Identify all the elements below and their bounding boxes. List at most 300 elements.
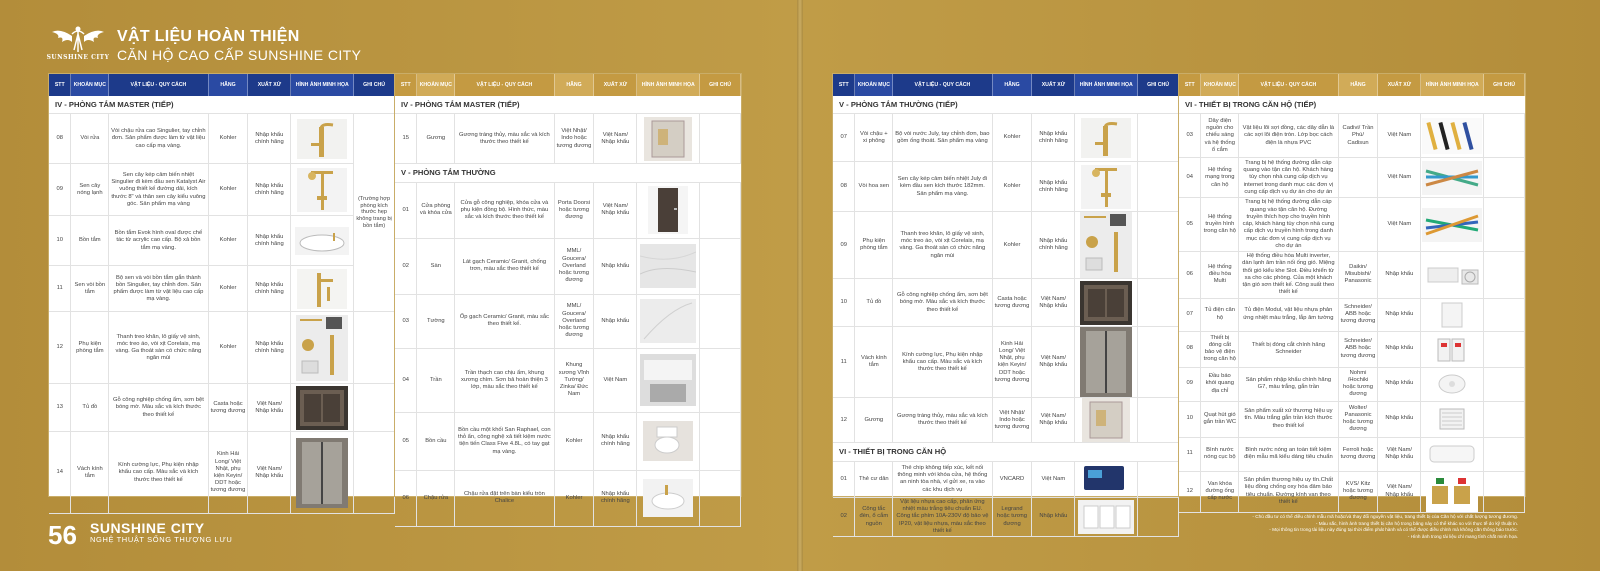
row-item: Gương — [855, 398, 893, 443]
row-image — [291, 384, 354, 432]
header-xuat-xu: XUẤT XỨ — [594, 74, 637, 96]
desc-text: Trang bị hệ thống đường dẫn cáp quang vào tận căn hộ. Khách hàng tùy chọn nhà cung cấp dịch vụ internet trong danh mục các đơn vị cung cấp dịch vụ dự án cho dự án — [1243, 159, 1334, 195]
row-note — [1484, 298, 1525, 331]
row-stt: 05 — [395, 412, 417, 470]
page-fold — [797, 0, 803, 571]
resident-card-image — [1075, 462, 1137, 496]
row-item: Hệ thống điều hòa Multi — [1201, 252, 1239, 298]
table-panel-2 — [394, 73, 742, 505]
row-image — [1421, 367, 1484, 401]
gold-faucet-image — [291, 119, 353, 159]
bathtub-image — [291, 227, 353, 255]
header-vat-lieu: VẬT LIỆU - QUY CÁCH — [109, 74, 208, 96]
header-hinh-anh: HÌNH ẢNH MINH HỌA — [637, 74, 700, 96]
row-desc — [893, 114, 992, 162]
header-hinh-anh: HÌNH ẢNH MINH HỌA — [1421, 74, 1484, 96]
row-image — [291, 432, 354, 514]
row-note — [354, 384, 395, 432]
row-brand: Casta hoặc tương đương — [992, 279, 1032, 327]
desc-text: Bộ sen và vòi bồn tắm gắn thành bồn Singulier, tay chỉnh đơn. Sản phẩm được làm từ — [113, 274, 202, 295]
row-origin: Việt Nam — [594, 348, 637, 412]
row-stt: 06 — [395, 470, 417, 526]
row-desc — [109, 432, 208, 514]
desc-text: Sen cây kép cảm biến nhiệt Singulier đi kèm đầu sen Katalyst Air vuông thiết kế đường dải, kích thước 8" và thân sen cây kiểu vuông góc. — [111, 171, 206, 207]
exhaust-fan-image — [1421, 403, 1483, 435]
table-row — [49, 312, 395, 384]
row-item: Vách kính tắm — [855, 327, 893, 398]
row-note — [700, 114, 741, 164]
row-origin: Nhập khẩu chính hãng — [248, 164, 291, 216]
footer-tagline: NGHỆ THUẬT SỐNG THƯỢNG LƯU — [90, 535, 233, 544]
desc-text: Trang bị hệ thống đường dẫn cáp quang vào tận căn hộ. Đường truyền thích hợp cho truyền hình cáp, khách hàng tùy chọn nhà cung cấp dịch vụ truyền hình trong danh mục các đơn vị cung cấp dịch vụ cho dự án — [1242, 199, 1335, 249]
table-row — [833, 114, 1179, 162]
row-desc — [109, 164, 208, 216]
row-desc — [1239, 198, 1338, 252]
desc-text: Vật liệu lõi sợi đồng, các dây dẫn là các sợi lõi điện tròn. Lớp bọc cách điện là nhựa PVC — [1242, 125, 1335, 146]
wooden-door-image — [637, 186, 699, 234]
row-brand: Cadivi/ Trần Phú/ Cadisun — [1338, 114, 1378, 158]
row-brand: Porta Doorsi hoặc tương đương — [554, 182, 594, 238]
row-origin: Việt Nam — [1378, 114, 1421, 158]
table-row — [833, 327, 1179, 398]
wall-switch-image — [1075, 500, 1137, 534]
row-origin: Nhập khẩu — [1378, 252, 1421, 298]
row-image — [291, 266, 354, 312]
row-origin: Việt Nam/ Nhập khẩu — [248, 432, 291, 514]
table-row — [49, 164, 395, 216]
section-row — [49, 96, 395, 114]
row-item: Van khóa đường ống cấp nước — [1201, 471, 1239, 512]
materials-table-3 — [833, 74, 1179, 537]
table-header-row — [49, 74, 395, 96]
row-stt: 11 — [833, 327, 855, 398]
table-row — [833, 162, 1179, 212]
brass-valve-image — [1421, 472, 1483, 512]
row-brand: Kohler — [208, 266, 248, 312]
row-item: Phụ kiện phòng tắm — [855, 212, 893, 279]
header-xuat-xu: XUẤT XỨ — [248, 74, 291, 96]
row-item: Vòi hoa sen — [855, 162, 893, 212]
table-row — [49, 114, 395, 164]
row-note — [1138, 398, 1179, 443]
row-item: Bồn tắm — [71, 216, 109, 266]
desc-text: Tủ điện Modul, vật liệu nhựa phản ứng nhiệt màu trắng, lắp âm tường — [1243, 307, 1334, 321]
table-row — [1179, 298, 1525, 331]
section-row — [395, 96, 741, 114]
row-brand: Kinh Hải Long/ Việt Nhật, phụ kiện Keyin/ DDT hoặc tương đương — [992, 327, 1032, 398]
row-stt: 14 — [49, 432, 71, 514]
desc-text-2: . Ga thoát sàn có chức năng ngăn mùi — [912, 245, 986, 259]
row-origin: Nhập khẩu chính hãng — [248, 114, 291, 164]
electric-cable-image — [1421, 118, 1483, 154]
row-note — [1484, 437, 1525, 471]
row-origin: Việt Nam/ Nhập khẩu — [594, 182, 637, 238]
desc-highlight: Sản phẩm mạ vàng — [139, 200, 190, 207]
table-row — [833, 279, 1179, 327]
desc-text: Gương tráng thủy, màu sắc và kích thước theo thiết kế — [897, 413, 988, 427]
page-subtitle: CĂN HỘ CAO CẤP SUNSHINE CITY — [117, 47, 362, 63]
row-note — [1138, 461, 1179, 497]
row-brand: Kohler — [992, 162, 1032, 212]
row-note — [1484, 401, 1525, 437]
table-row — [833, 497, 1179, 536]
footer-notes — [1138, 514, 1518, 540]
table-row — [833, 212, 1179, 279]
row-note — [1484, 198, 1525, 252]
row-brand: MML/ Goucera/ Overland hoặc tương đương — [554, 294, 594, 348]
row-stt: 10 — [1179, 401, 1201, 437]
row-origin: Việt Nam/ Nhập khẩu — [1378, 437, 1421, 471]
row-brand: Việt Nhật/ Indo hoặc tương đương — [992, 398, 1032, 443]
row-note — [354, 432, 395, 514]
header-stt: STT — [1179, 74, 1201, 96]
desc-text: Bình nước nóng an toàn tiết kiệm điện mẫu mã kiểu dáng tiêu chuẩn — [1244, 446, 1333, 461]
note-line: - Chủ đầu tư có thể điều chỉnh mẫu mã hoặc/và thay đổi nguyên vật liệu, trang thiết bị của Căn hộ với chất lượng tương đương. — [1252, 514, 1518, 519]
desc-text: Gỗ công nghiệp chống ẩm, sơn bệt bóng mờ. Màu sắc và kích thước theo thiết kế — [896, 292, 988, 313]
row-image — [1075, 461, 1138, 497]
row-stt: 01 — [833, 461, 855, 497]
desc-text: Vòi chậu rửa cao Singulier, tay chỉnh đơn. Sản phẩm được làm từ — [111, 128, 206, 142]
row-image — [1075, 398, 1138, 443]
row-origin: Nhập khẩu — [594, 294, 637, 348]
winged-logo-icon — [50, 24, 106, 56]
header-khoan-muc: KHOẢN MỤC — [855, 74, 893, 96]
row-desc — [1239, 298, 1338, 331]
row-note — [700, 412, 741, 470]
row-desc — [455, 114, 554, 164]
cabinet-image — [291, 386, 353, 430]
page-title: VẬT LIỆU HOÀN THIỆN — [117, 28, 300, 45]
desc-text: Thanh treo khăn, lô giấy vệ sinh, móc treo áo, vòi xịt Corelais, — [116, 333, 201, 347]
desc-highlight: mạ vàng — [115, 340, 200, 354]
table-row — [1179, 158, 1525, 198]
desc-text: Cửa gỗ công nghiệp, khóa cửa và phụ kiện đồng bộ. Hình thức, màu sắc và kích thước theo thiết kế — [460, 199, 549, 221]
row-note — [1138, 212, 1179, 279]
row-origin: Việt Nam/ Nhập khẩu — [1032, 279, 1075, 327]
row-desc — [1239, 331, 1338, 367]
desc-text: Thiết bị đóng cắt chính hãng Schneider — [1251, 341, 1325, 356]
table-row — [833, 461, 1179, 497]
section-title: IV - PHÒNG TẮM MASTER (TIẾP) — [395, 96, 741, 114]
header-hinh-anh: HÌNH ẢNH MINH HỌA — [291, 74, 354, 96]
header-vat-lieu: VẬT LIỆU - QUY CÁCH — [893, 74, 992, 96]
header-hang: HÃNG — [208, 74, 248, 96]
materials-table-2 — [395, 74, 741, 527]
row-brand: Kohler — [992, 114, 1032, 162]
row-origin: Việt Nam/ Nhập khẩu — [1378, 471, 1421, 512]
shower-column-image — [291, 168, 353, 212]
toilet-image — [637, 421, 699, 461]
row-brand: Schneider/ ABB hoặc tương đương — [1338, 331, 1378, 367]
row-note — [700, 470, 741, 526]
row-image — [1075, 279, 1138, 327]
table-header-row — [395, 74, 741, 96]
row-desc — [109, 384, 208, 432]
row-desc — [893, 497, 992, 536]
row-item: Bình nước nóng cục bộ — [1201, 437, 1239, 471]
row-image — [637, 348, 700, 412]
desc-highlight: Sản phẩm mạ vàng — [937, 137, 988, 144]
desc-text: Sản phẩm thương hiệu uy tín.Chất liệu đồng chống oxy hóa đảm bảo tiêu chuẩn. Đường kính van theo thiết kế — [1243, 477, 1333, 505]
row-stt: 03 — [395, 294, 417, 348]
row-item: Vòi chậu + xi phông — [855, 114, 893, 162]
desc-text: Chậu rửa đặt trên bàn kiểu tròn Chalice — [463, 491, 545, 505]
row-image — [1075, 114, 1138, 162]
row-note — [1484, 252, 1525, 298]
table-header-row — [833, 74, 1179, 96]
row-desc — [893, 398, 992, 443]
section-title: V - PHÒNG TẮM THƯỜNG (TIẾP) — [833, 96, 1179, 114]
row-brand: Nohmi /Hochiki hoặc tương đương — [1338, 367, 1378, 401]
row-stt: 13 — [49, 384, 71, 432]
row-desc — [455, 348, 554, 412]
row-brand: Kohler — [208, 114, 248, 164]
desc-text: Lát gạch Ceramic/ Granit, chống trơn, màu sắc theo thiết kế — [462, 259, 547, 273]
air-conditioner-image — [1421, 258, 1483, 292]
row-stt: 08 — [49, 114, 71, 164]
row-stt: 10 — [49, 216, 71, 266]
row-item: Sen cây nóng lạnh — [71, 164, 109, 216]
row-origin: Nhập khẩu chính hãng — [1032, 212, 1075, 279]
row-stt: 01 — [395, 182, 417, 238]
row-stt: 12 — [1179, 471, 1201, 512]
row-origin: Nhập khẩu — [1378, 401, 1421, 437]
row-note — [700, 294, 741, 348]
desc-text: Kính cường lực, Phụ kiện nhập khẩu cao cấp. Màu sắc và kích thước theo thiết kế — [118, 462, 199, 483]
table-panel-1 — [48, 73, 396, 497]
row-note — [700, 348, 741, 412]
table-row — [49, 266, 395, 312]
header-hang: HÃNG — [992, 74, 1032, 96]
row-origin: Nhập khẩu — [1378, 331, 1421, 367]
cabinet-image — [1075, 281, 1137, 325]
section-title: VI - THIẾT BỊ TRONG CĂN HỘ — [833, 443, 1179, 461]
table-row — [395, 470, 741, 526]
row-origin: Nhập khẩu chính hãng — [594, 412, 637, 470]
desc-text: Sen cây kép cảm biến nhiệt July đi kèm đầu sen kích thước 182mm. — [897, 176, 988, 190]
desc-text: Thẻ chip không tiếp xúc, kết nối thông minh với khóa cửa, hệ thống an ninh tòa nhà, ví gửi xe, ra vào các khu dịch vụ — [897, 465, 988, 493]
row-image — [1421, 298, 1484, 331]
row-image — [1075, 327, 1138, 398]
desc-highlight: Bộ xả bồn tắm mạ vàng. — [140, 237, 201, 251]
row-brand: MML/ Goucera/ Overland hoặc tương đương — [554, 238, 594, 294]
desc-text: Kính cường lực, Phụ kiện nhập khẩu cao cấp. Màu sắc và kích thước theo thiết kế — [902, 351, 983, 373]
section-row — [395, 164, 741, 182]
header-ghi-chu: GHI CHÚ — [700, 74, 741, 96]
desc-text: Sản phẩm xuất xứ thương hiệu uy tín. Màu trắng gắn trần kích thước theo thiết kế — [1244, 408, 1333, 429]
table-row — [49, 384, 395, 432]
row-brand: Schneider/ ABB hoặc tương đương — [1338, 298, 1378, 331]
row-brand: Ferroli hoặc tương đương — [1338, 437, 1378, 471]
row-brand: Kinh Hải Long/ Việt Nhật, phụ kiện Keyin/ DDT hoặc tương đương — [208, 432, 248, 514]
row-note — [1138, 162, 1179, 212]
header-khoan-muc: KHOẢN MỤC — [1201, 74, 1239, 96]
smoke-detector-image — [1421, 368, 1483, 400]
note-line: - Mọi thông tin trong tài liệu này đúng tại thời điểm phát hành và có thể được điều chỉnh mà không cần thông báo trước. — [1269, 527, 1518, 533]
desc-highlight: Sản phẩm mạ vàng. — [916, 190, 969, 197]
table-row — [395, 412, 741, 470]
row-desc — [455, 182, 554, 238]
table-header-row — [1179, 74, 1525, 96]
table-row — [1179, 367, 1525, 401]
row-image — [637, 114, 700, 164]
footer-brand: SUNSHINE CITY — [90, 520, 205, 536]
desc-text: Bồn cầu một khối San Raphael, con thỏ ẩn, công nghệ xả tiết kiệm nước tiện tiến Class Five 4.8L, — [458, 427, 551, 448]
row-desc — [109, 216, 208, 266]
row-image — [637, 238, 700, 294]
row-stt: 05 — [1179, 198, 1201, 252]
row-image — [1421, 437, 1484, 471]
materials-table-1 — [49, 74, 395, 514]
row-brand: Việt Nhật/ Indo hoặc tương đương — [554, 114, 594, 164]
mirror-image — [1075, 398, 1137, 442]
row-origin: Nhập khẩu — [594, 238, 637, 294]
row-desc — [1239, 401, 1338, 437]
row-note — [1484, 367, 1525, 401]
row-stt: 02 — [833, 497, 855, 536]
row-stt: 03 — [1179, 114, 1201, 158]
row-desc — [1239, 437, 1338, 471]
row-note — [1484, 331, 1525, 367]
desc-text: Gương tráng thủy, màu sắc và kích thước theo thiết kế — [459, 131, 550, 145]
row-note — [1484, 158, 1525, 198]
row-item: Gương — [417, 114, 455, 164]
desc-highlight: có tay gạt mạ vàng. — [492, 441, 550, 455]
row-image — [637, 182, 700, 238]
mirror-image — [637, 117, 699, 161]
row-origin: Nhập khẩu chính hãng — [248, 266, 291, 312]
row-origin: Nhập khẩu — [1378, 298, 1421, 331]
header-khoan-muc: KHOẢN MỤC — [71, 74, 109, 96]
row-stt: 09 — [49, 164, 71, 216]
table-row — [395, 294, 741, 348]
row-stt: 06 — [1179, 252, 1201, 298]
row-image — [1421, 158, 1484, 198]
table-row — [395, 348, 741, 412]
desc-highlight: vật liệu cao cấp mạ vàng. — [135, 135, 206, 149]
row-desc — [893, 212, 992, 279]
row-origin: Việt Nam/ Nhập khẩu — [248, 384, 291, 432]
page-number: 56 — [48, 520, 77, 550]
row-origin: Việt Nam — [1032, 461, 1075, 497]
row-desc — [1239, 471, 1338, 512]
table-row — [1179, 401, 1525, 437]
row-item: Tủ đồ — [71, 384, 109, 432]
row-brand: Daikin/ Misubishi/ Panasonic — [1338, 252, 1378, 298]
row-item: Tủ đồ — [855, 279, 893, 327]
row-origin: Việt Nam — [1378, 158, 1421, 198]
row-item: Vòi rửa — [71, 114, 109, 164]
row-stt: 07 — [1179, 298, 1201, 331]
table-row — [1179, 471, 1525, 512]
desc-text-2: . Ga thoát sàn có chức năng ngăn mùi — [128, 347, 202, 362]
network-cable-image — [1421, 161, 1483, 195]
row-brand: Kohler — [208, 164, 248, 216]
desc-text: Bộ vòi nước July, tay chỉnh đơn, bao gồm ống thoát. — [895, 130, 990, 144]
row-desc — [109, 312, 208, 384]
row-desc — [893, 327, 992, 398]
row-desc — [455, 412, 554, 470]
row-stt: 12 — [833, 398, 855, 443]
row-stt: 11 — [49, 266, 71, 312]
row-origin: Nhập khẩu — [1032, 497, 1075, 536]
row-desc — [455, 470, 554, 526]
table-row — [1179, 437, 1525, 471]
desc-text: Vật liệu nhựa cao cấp, phản ứng nhiệt màu trắng tiêu chuẩn EU. Công tắc phím 10A-230V độ bảo vệ IP20, vật liệu nhựa, màu sắc theo thiết kế — [896, 498, 989, 534]
row-desc — [893, 279, 992, 327]
row-note — [1138, 327, 1179, 398]
electrical-panel-image — [1421, 299, 1483, 331]
header-stt: STT — [395, 74, 417, 96]
row-note: (Trường hợp phòng kích thước hẹp không trang bị bồn tắm) — [354, 114, 395, 312]
floor-tile-image — [637, 244, 699, 288]
row-item: Bồn cầu — [417, 412, 455, 470]
row-brand: Kohler — [992, 212, 1032, 279]
page-right — [800, 0, 1600, 571]
row-note — [1484, 471, 1525, 512]
header-stt: STT — [49, 74, 71, 96]
desc-text: Bồn tắm Evok hình oval được chế tác từ acrylic cao cấp. — [114, 230, 203, 244]
row-stt: 12 — [49, 312, 71, 384]
row-image — [1421, 471, 1484, 512]
row-item: Hệ thống truyền hình trong căn hộ — [1201, 198, 1239, 252]
row-desc — [1239, 158, 1338, 198]
row-brand: VNCARD — [992, 461, 1032, 497]
table-row — [49, 432, 395, 514]
bath-accessories-image — [1075, 212, 1137, 278]
section-title: VI - THIẾT BỊ TRONG CĂN HỘ (TIẾP) — [1179, 96, 1525, 114]
table-row — [49, 216, 395, 266]
shower-column-image — [1075, 165, 1137, 209]
header-xuat-xu: XUẤT XỨ — [1378, 74, 1421, 96]
row-brand — [1338, 198, 1378, 252]
row-brand: Wolter/ Panasonic hoặc tương đương — [1338, 401, 1378, 437]
section-row — [833, 96, 1179, 114]
brand-name: SUNSHINE CITY — [46, 54, 110, 61]
row-item: Công tắc đèn, ổ cắm nguồn — [855, 497, 893, 536]
header-stt: STT — [833, 74, 855, 96]
desc-text: Ốp gạch Ceramic/ Granit, màu sắc theo thiết kế. — [459, 314, 550, 328]
row-image — [1421, 252, 1484, 298]
row-image — [1075, 162, 1138, 212]
header-vat-lieu: VẬT LIỆU - QUY CÁCH — [1239, 74, 1338, 96]
header-xuat-xu: XUẤT XỨ — [1032, 74, 1075, 96]
glass-shower-image — [1075, 327, 1137, 397]
header-hang: HÃNG — [554, 74, 594, 96]
row-item: Thẻ cư dân — [855, 461, 893, 497]
row-image — [291, 114, 354, 164]
tv-cable-image — [1421, 208, 1483, 242]
row-stt: 04 — [1179, 158, 1201, 198]
row-brand: KVS/ Kitz hoặc tương đương — [1338, 471, 1378, 512]
desc-text: Hệ thống điều hòa Multi inverter, dàn lạnh âm trần nối ống gió. Miệng thổi gió kiểu khe Slot. Điều khiển từ xa cho các phòng. Của một khách tận gió sơn thiết kế. Công suất theo thiết kế — [1242, 253, 1335, 296]
brand-logo — [46, 24, 110, 68]
desc-text: Gỗ công nghiệp chống ẩm, sơn bệt bóng mờ. Màu sắc và kích thước theo thiết kế — [112, 397, 204, 418]
row-desc — [893, 461, 992, 497]
row-stt: 09 — [1179, 367, 1201, 401]
desc-highlight: vật liệu cao cấp mạ vàng. — [146, 288, 204, 303]
row-brand: Legrand hoặc tương đương — [992, 497, 1032, 536]
desc-highlight: mạ vàng — [899, 238, 984, 252]
desc-text: Trần thạch cao chịu ẩm, khung xương chìm. Sơn bả hoàn thiện 3 lớp, màu sắc theo thiết kế — [460, 369, 548, 391]
row-item: Tường — [417, 294, 455, 348]
row-note — [1484, 114, 1525, 158]
row-stt: 07 — [833, 114, 855, 162]
row-image — [1075, 497, 1138, 536]
materials-table-4 — [1179, 74, 1525, 513]
row-item: Quạt hút gió gắn trần WC — [1201, 401, 1239, 437]
header-ghi-chu: GHI CHÚ — [1484, 74, 1525, 96]
